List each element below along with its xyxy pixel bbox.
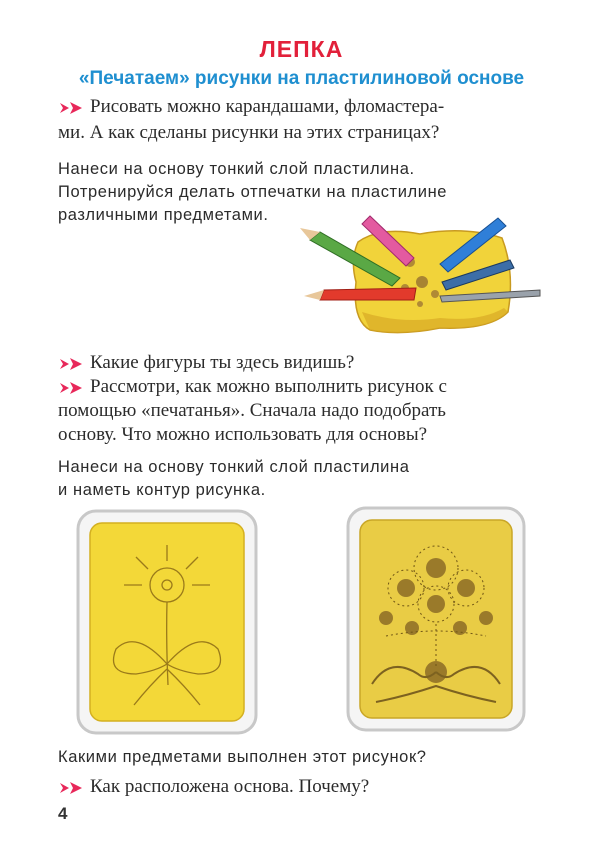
question-5: Как расположена основа. Почему? bbox=[90, 776, 370, 797]
instruction-1-line-3: различными предметами. bbox=[58, 206, 269, 224]
page-number: 4 bbox=[58, 804, 68, 823]
double-arrow-icon bbox=[58, 780, 86, 796]
question-3-line-2: помощью «печатанья». Сначала надо подобрать bbox=[58, 400, 446, 421]
question-3-line-1: Рассмотри, как можно выполнить рисунок с bbox=[90, 376, 447, 397]
page-title: ЛЕПКА bbox=[259, 36, 344, 62]
double-arrow-icon bbox=[58, 380, 86, 396]
printed-pattern-board bbox=[346, 506, 526, 732]
page-subtitle: «Печатаем» рисунки на пластилиновой основе bbox=[78, 68, 525, 89]
outline-sketch-board bbox=[76, 509, 258, 735]
instruction-2-line-1: Нанеси на основу тонкий слой пластилина bbox=[58, 458, 410, 476]
double-arrow-icon bbox=[58, 100, 86, 116]
instruction-1-line-1: Нанеси на основу тонкий слой пластилина. bbox=[58, 160, 415, 178]
instruction-2-line-2: и наметь контур рисунка. bbox=[58, 481, 266, 499]
question-4: Какими предметами выполнен этот рисунок? bbox=[58, 748, 427, 766]
question-1-line-2: ми. А как сделаны рисунки на этих страницах? bbox=[58, 122, 440, 143]
plasticine-tools-illustration bbox=[290, 212, 550, 347]
question-2: Какие фигуры ты здесь видишь? bbox=[90, 352, 355, 373]
double-arrow-icon bbox=[58, 356, 86, 372]
question-1-line-1: Рисовать можно карандашами, фломастера- bbox=[90, 96, 445, 117]
question-3-line-3: основу. Что можно использовать для основы? bbox=[58, 424, 428, 445]
instruction-1-line-2: Потренируйся делать отпечатки на пластилине bbox=[58, 183, 448, 201]
